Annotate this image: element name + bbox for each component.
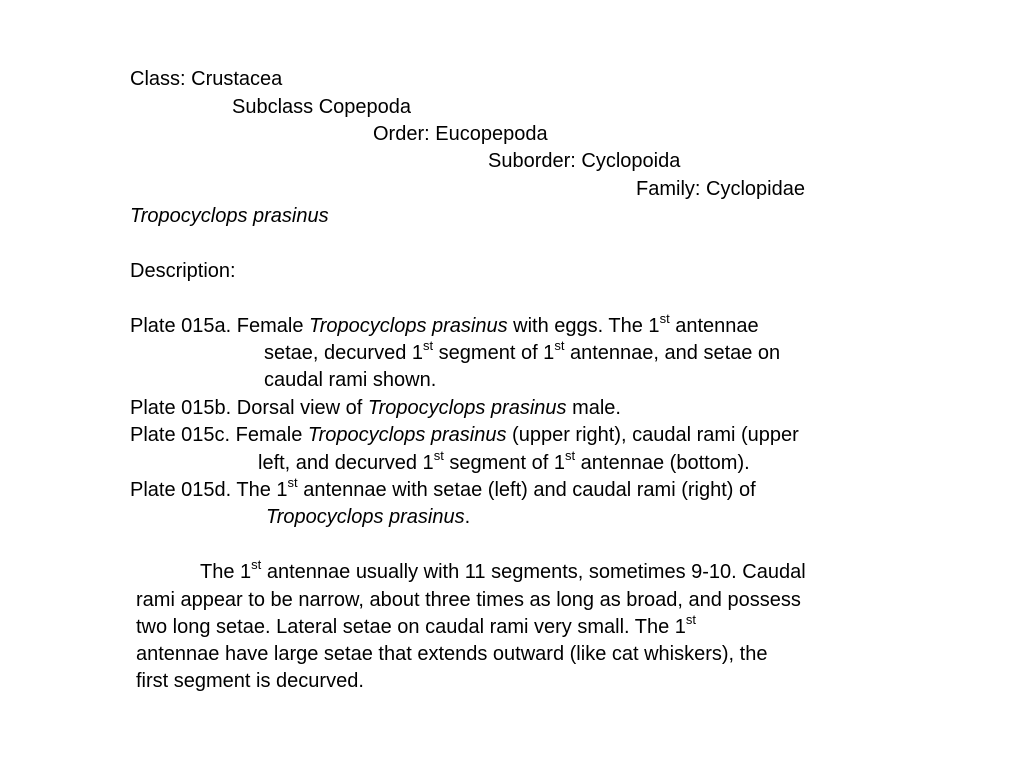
plate-a-line-3: caudal rami shown. — [264, 369, 437, 391]
species-name — [130, 204, 329, 228]
description-label: Description: — [130, 260, 236, 282]
taxonomy-class: Class: Crustacea — [130, 68, 283, 90]
superscript: st — [685, 612, 697, 628]
plate-c-text: segment of 1 — [443, 452, 565, 474]
plate-d-line-2 — [266, 505, 470, 529]
plate-a-text: setae, decurved 1 — [264, 342, 423, 364]
taxonomy-order: Order: Eucopepoda — [373, 123, 548, 145]
superscript: st — [433, 448, 444, 464]
plate-c-text: left, and decurved 1 — [258, 452, 434, 474]
plate-a-line-2 — [264, 338, 781, 365]
plate-d-text: . — [464, 506, 471, 528]
plate-a-species: Tropocyclops prasinus — [309, 315, 508, 337]
plate-c-text: antennae (bottom). — [575, 452, 750, 474]
superscript: st — [659, 311, 670, 327]
plate-c-line-1 — [130, 423, 799, 447]
plate-a-text: antennae, and setae on — [564, 342, 781, 364]
plate-c-line-2 — [258, 448, 750, 475]
plate-d-text: Plate 015d. The 1 — [130, 479, 288, 501]
superscript: st — [423, 338, 434, 354]
paragraph-text: The 1 — [200, 561, 252, 583]
plate-c-text: Plate 015c. Female — [130, 424, 308, 446]
plate-a-text: with eggs. The 1 — [507, 315, 660, 337]
plate-a-text: antennae — [669, 315, 759, 337]
plate-d-species: Tropocyclops prasinus — [266, 506, 465, 528]
plate-b-species: Tropocyclops prasinus — [367, 397, 567, 419]
superscript: st — [565, 448, 576, 464]
plate-c-text: (upper right), caudal rami (upper — [506, 424, 799, 446]
paragraph-text: antennae usually with 11 segments, sometimes 9-10. Caudal — [261, 561, 806, 583]
plate-b-line-1 — [130, 396, 621, 420]
superscript: st — [554, 338, 565, 354]
paragraph-line-5: first segment is decurved. — [136, 670, 364, 692]
paragraph-text: two long setae. Lateral setae on caudal rami very small. The 1 — [136, 616, 686, 638]
plate-a-text: segment of 1 — [433, 342, 555, 364]
paragraph-line-4: antennae have large setae that extends outward (like cat whiskers), the — [136, 643, 768, 665]
plate-d-line-1 — [130, 475, 756, 502]
plate-c-species: Tropocyclops prasinus — [307, 424, 507, 446]
plate-b-text: Plate 015b. Dorsal view of — [130, 397, 368, 419]
taxonomy-subclass: Subclass Copepoda — [232, 96, 412, 118]
taxonomy-family: Family: Cyclopidae — [636, 178, 805, 200]
taxonomy-suborder: Suborder: Cyclopoida — [488, 150, 681, 172]
plate-d-text: antennae with setae (left) and caudal rami (right) of — [297, 479, 756, 501]
superscript: st — [287, 475, 298, 491]
plate-a-text: Plate 015a. Female — [130, 315, 309, 337]
species-name-italic: Tropocyclops prasinus — [130, 205, 329, 227]
superscript: st — [251, 557, 262, 573]
paragraph-line-2: rami appear to be narrow, about three times as long as broad, and possess — [136, 589, 801, 611]
paragraph-line-1 — [200, 557, 806, 584]
paragraph-line-3 — [136, 612, 697, 639]
plate-b-text: male. — [566, 397, 621, 419]
plate-a-line-1 — [130, 311, 759, 338]
